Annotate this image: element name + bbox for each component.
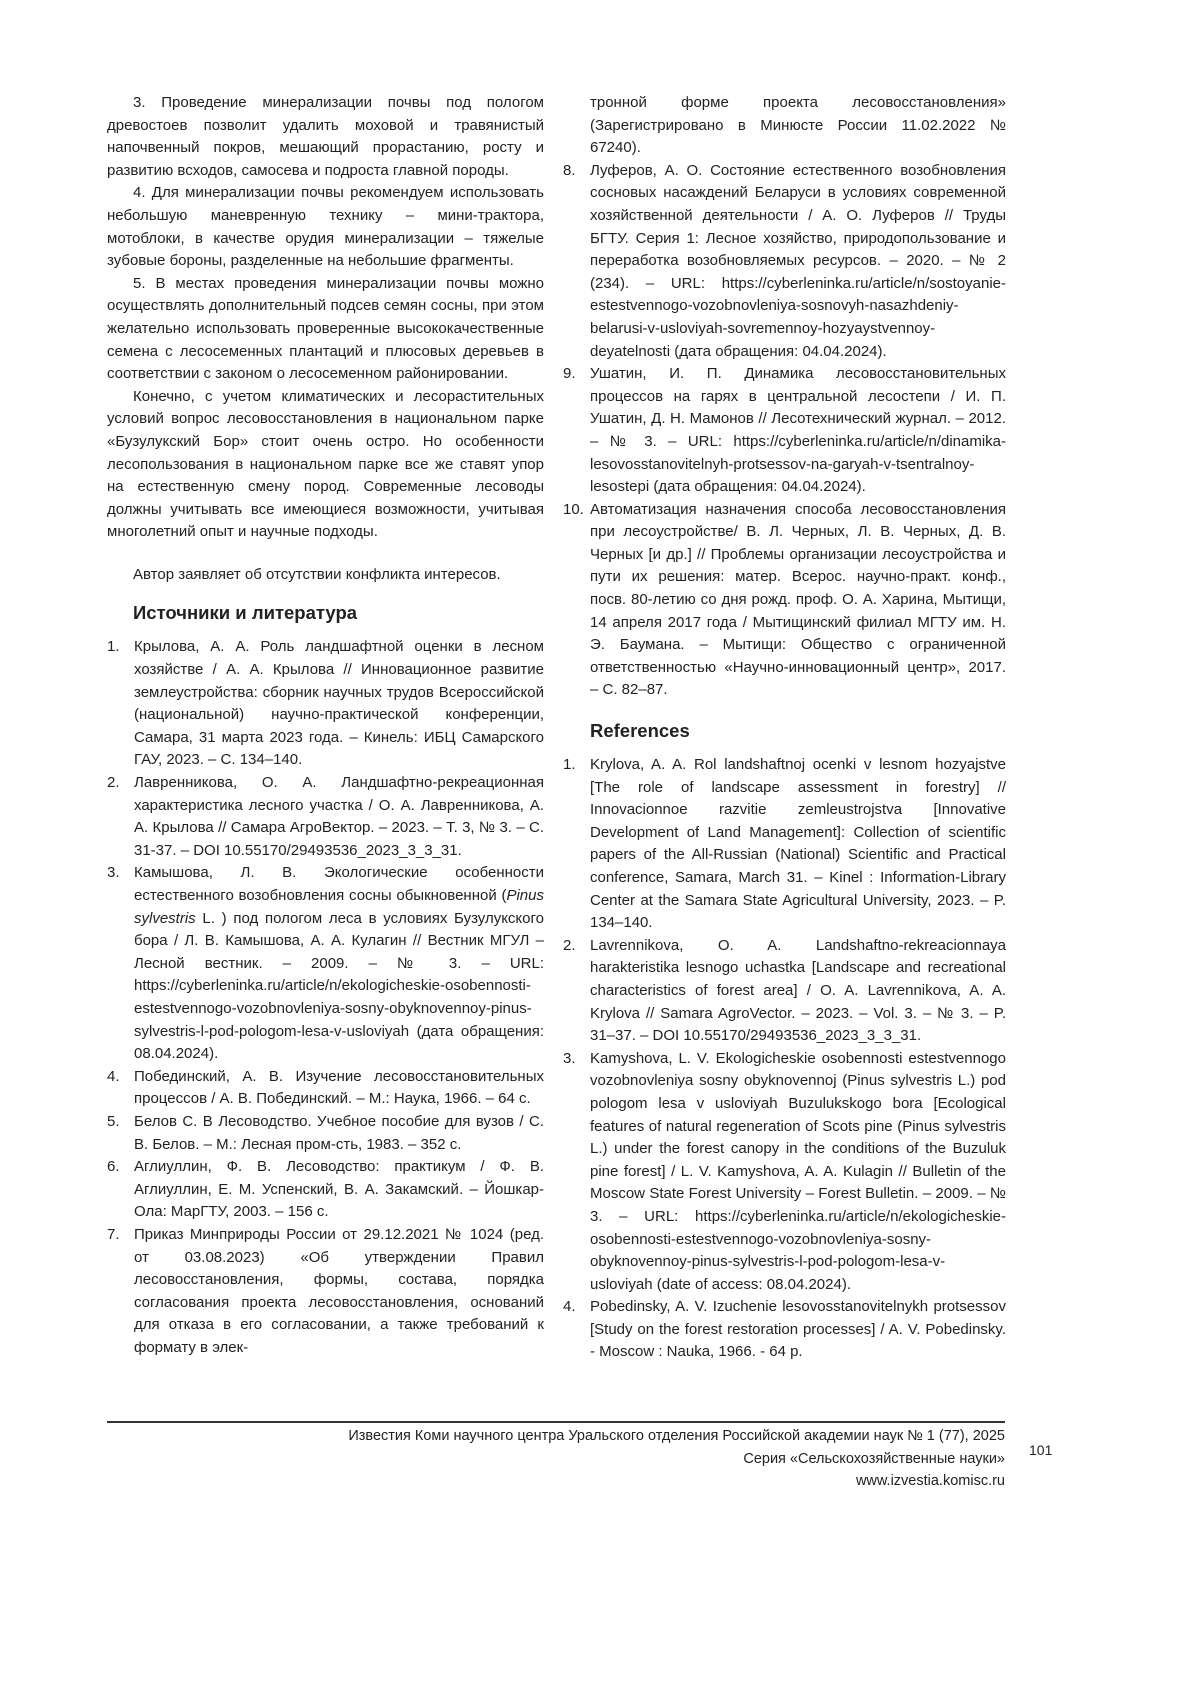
reference-number: 4. — [563, 1296, 590, 1364]
source-item — [107, 862, 544, 1065]
source-item — [107, 1156, 544, 1224]
reference-number: 1. — [563, 754, 590, 935]
source-item — [563, 160, 1006, 363]
source-number: 9. — [563, 363, 590, 499]
left-column — [107, 92, 544, 1359]
source-item — [107, 772, 544, 862]
reference-number: 3. — [563, 1048, 590, 1297]
footer-website[interactable]: www.izvestia.komisc.ru — [856, 1473, 1005, 1489]
source-item — [563, 499, 1006, 702]
footer-journal: Известия Коми научного центра Уральского отделения Российской академии наук № 1 (77), 2025 — [348, 1428, 1005, 1444]
source-number: 2. — [107, 772, 134, 862]
reference-item — [563, 754, 1006, 935]
reference-text: Krylova, A. A. Rol landshaftnoj ocenki v lesnom hozyajstve [The role of landscape assessment in forestry] // Innovacionnoe razvitie zemleustrojstva [Innovative Development of Land Management]: Collection of scientific papers of the All-Russian (National) Scientific and Practical conference, Samara, March 31. – Kinel : Information-Library Center at the Samara State Agricultural University, 2023. – P. 134–140. — [590, 754, 1006, 935]
source-number: 3. — [107, 862, 134, 1065]
source-item — [107, 1224, 544, 1360]
source-text: Аглиуллин, Ф. В. Лесоводство: практикум / Ф. В. Аглиуллин, Е. М. Успенский, В. А. Закамский. – Йошкар-Ола: МарГТУ, 2003. – 156 с. — [134, 1156, 544, 1224]
source-text-part: Камышова, Л. В. Экологические особенности естественного возобновления сосны обыкновенной ( — [134, 864, 544, 904]
source-number: 8. — [563, 160, 590, 363]
reference-item — [563, 935, 1006, 1048]
reference-item — [563, 1296, 1006, 1364]
reference-text: Kamyshova, L. V. Ekologicheskie osobennosti estestvennogo vozobnovleniya sosny obyknovennoj (Pinus sylvestris L.) pod pologom lesa v usloviyah Buzulukskogo bora [Ecological features of natural regeneration of Scots pine (Pinus sylvestris L.) under the forest canopy in the conditions of the Buzuluk pine forest] / L. V. Kamyshova, A. A. Kulagin // Bulletin of the Moscow State Forest University – Forest Bulletin. – 2009. – № 3. – URL: https://cyberleninka.ru/article/n/ekologicheskie-osobennosti-estestvennogo-vozobnovleniya-sosny-obyknovennoy-pinus-sylvestris-l-pod-pologom-lesa-v-usloviyah (date of access: 08.04.2024). — [590, 1048, 1006, 1297]
reference-text: Lavrennikova, O. A. Landshaftno-rekreacionnaya harakteristika lesnogo uchastka [Landscape and recreational characteristics of forest area] / O. A. Lavrennikova, A. A. Krylova // Samara AgroVector. – 2023. – Vol. 3. – № 3. – P. 31–37. – DOI 10.55170/29493536_2023_3_3_31. — [590, 935, 1006, 1048]
right-column — [563, 92, 1006, 1364]
source-text-part: L. ) под пологом леса в условиях Бузулукского бора / Л. В. Камышова, А. А. Кулагин // Вестник МГУЛ – Лесной вестник. – 2009. – № 3. – URL: https://cyberleninka.ru/article/n/ekologicheskie-osobennosti-estestvennogo-vozobnovleniya-sosny-obyknovennoy-pinus-sylvestris-l-pod-pologom-lesa-v-usloviyah (дата обращения: 08.04.2024). — [134, 910, 544, 1063]
source-number: 4. — [107, 1066, 134, 1111]
source-continuation: тронной форме проекта лесовосстановления» (Зарегистрировано в Минюсте России 11.02.2022 № 67240). — [563, 92, 1006, 160]
references-list — [563, 754, 1006, 1364]
body-paragraph: 5. В местах проведения минерализации почвы можно осуществлять дополнительный подсев семян сосны, при этом желательно использовать проверенные высококачественные семена с лесосеменных плантаций и плюсовых деревьев в соответствии с законом о лесосеменном районировании. — [107, 273, 544, 386]
references-heading: References — [590, 718, 1006, 744]
source-text: Луферов, А. О. Состояние естественного возобновления сосновых насаждений Беларуси в условиях современной хозяйственной деятельности / А. О. Луферов // Труды БГТУ. Серия 1: Лесное хозяйство, природопользование и переработка возобновляемых ресурсов. – 2020. – № 2 (234). – URL: https://cyberleninka.ru/article/n/sostoyanie-estestvennogo-vozobnovleniya-sosnovyh-nasazhdeniy-belarusi-v-usloviyah-sovremennoy-hozyaystvennoy-deyatelnosti (дата обращения: 04.04.2024). — [590, 160, 1006, 363]
sources-list — [107, 636, 544, 1359]
source-text — [134, 862, 544, 1065]
body-paragraph: Конечно, с учетом климатических и лесорастительных условий вопрос лесовосстановления в национальном парке «Бузулукский Бор» стоит очень остро. Но особенности лесопользования в национальном парке все же ставят упор на естественную смену пород. Современные лесоводы должны учитывать все имеющиеся возможности, учитывая многолетний опыт и научные подходы. — [107, 386, 544, 544]
source-item — [563, 363, 1006, 499]
source-text: Побединский, А. В. Изучение лесовосстановительных процессов / А. В. Побединский. – М.: Наука, 1966. – 64 с. — [134, 1066, 544, 1111]
species-name: Pinus sylvestris — [134, 887, 544, 927]
reference-item — [563, 1048, 1006, 1297]
sources-heading: Источники и литература — [133, 600, 544, 626]
source-text: Крылова, А. А. Роль ландшафтной оценки в лесном хозяйстве / А. А. Крылова // Инновационное развитие землеустройства: сборник научных трудов Всероссийской (национальной) научно-практической конференции, Самара, 31 марта 2023 года. – Кинель: ИБЦ Самарского ГАУ, 2023. – С. 134–140. — [134, 636, 544, 772]
sources-list-continued — [563, 160, 1006, 702]
page-number: 101 — [1029, 1442, 1052, 1458]
body-paragraph: 4. Для минерализации почвы рекомендуем использовать небольшую маневренную технику – мини-трактора, мотоблоки, в качестве орудия минерализации – тяжелые зубовые бороны, разделенные на небольшие фрагменты. — [107, 182, 544, 272]
source-text: Белов С. В Лесоводство. Учебное пособие для вузов / С. В. Белов. – М.: Лесная пром-сть, 1983. – 352 с. — [134, 1111, 544, 1156]
source-number: 6. — [107, 1156, 134, 1224]
source-number: 1. — [107, 636, 134, 772]
source-text: Автоматизация назначения способа лесовосстановления при лесоустройстве/ В. Л. Черных, Л. В. Черных, Д. В. Черных [и др.] // Проблемы организации лесоустройства и пути их решения: матер. Всерос. научно-практ. конф., посв. 80-летию со дня рожд. проф. О. А. Харина, Мытищи, 14 апреля 2017 года / Мытищинский филиал МГТУ им. Н. Э. Баумана. – Мытищи: Общество с ограниченной ответственностью «Научно-инновационный центр», 2017. – С. 82–87. — [590, 499, 1006, 702]
source-item — [107, 1066, 544, 1111]
reference-number: 2. — [563, 935, 590, 1048]
source-text: Лавренникова, О. А. Ландшафтно-рекреационная характеристика лесного участка / О. А. Лавренникова, А. А. Крылова // Самара АгроВектор. – 2023. – Т. 3, № 3. – С. 31-37. – DOI 10.55170/29493536_2023_3_3_31. — [134, 772, 544, 862]
source-item — [107, 636, 544, 772]
source-item — [107, 1111, 544, 1156]
footer-divider — [107, 1421, 1005, 1423]
conflict-statement: Автор заявляет об отсутствии конфликта интересов. — [107, 564, 544, 587]
body-paragraph: 3. Проведение минерализации почвы под пологом древостоев позволит удалить моховой и травянистый напочвенный покров, мешающий прорастанию, росту и развитию всходов, самосева и подроста главной породы. — [107, 92, 544, 182]
footer-series: Серия «Сельскохозяйственные науки» — [743, 1451, 1005, 1467]
source-text: Ушатин, И. П. Динамика лесовосстановительных процессов на гарях в центральной лесостепи / И. П. Ушатин, Д. Н. Мамонов // Лесотехнический журнал. – 2012. – № 3. – URL: https://cyberleninka.ru/article/n/dinamika-lesovosstanovitelnyh-protsessov-na-garyah-v-tsentralnoy-lesostepi (дата обращения: 04.04.2024). — [590, 363, 1006, 499]
reference-text: Pobedinsky, A. V. Izuchenie lesovosstanovitelnykh protsessov [Study on the forest restoration processes] / A. V. Pobedinsky. - Moscow : Nauka, 1966. - 64 p. — [590, 1296, 1006, 1364]
source-number: 7. — [107, 1224, 134, 1360]
source-number: 10. — [563, 499, 590, 702]
source-text: Приказ Минприроды России от 29.12.2021 № 1024 (ред. от 03.08.2023) «Об утверждении Правил лесовосстановления, формы, состава, порядка согласования проекта лесовосстановления, оснований для отказа в его согласовании, а также требований к формату в элек- — [134, 1224, 544, 1360]
source-number: 5. — [107, 1111, 134, 1156]
